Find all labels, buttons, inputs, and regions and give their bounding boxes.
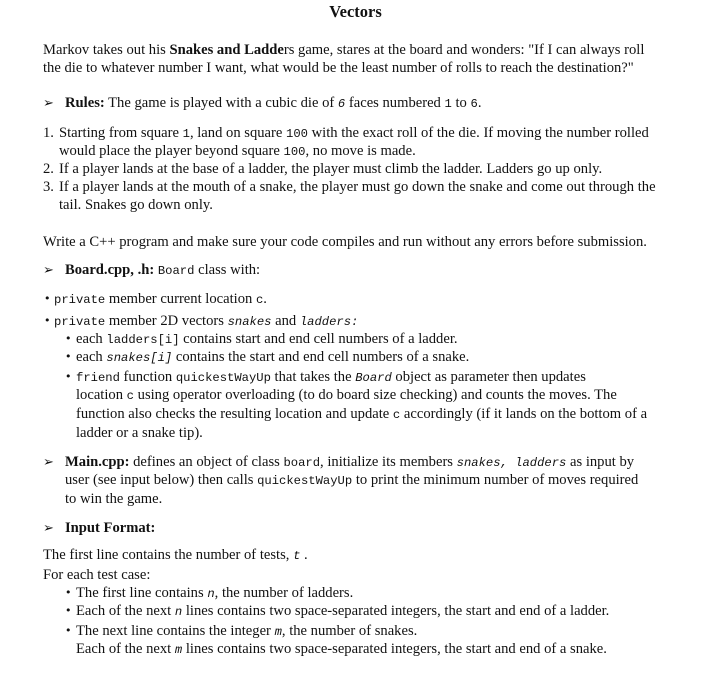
bullet-dot-icon: • [65, 370, 72, 383]
code-text: 6 [470, 97, 478, 111]
board-text: each [76, 331, 107, 347]
game-name: Snakes and Ladde [169, 42, 284, 58]
rule-text: with the exact roll of the die. If moving the number rolled [307, 125, 649, 141]
board-heading-line [43, 261, 260, 280]
main-text: to print the minimum number of moves required [352, 472, 639, 488]
rule-number: 3. [43, 179, 54, 195]
input-text: The next line contains the integer [76, 623, 275, 639]
code-text: m [274, 625, 282, 639]
code-text: quickestWayUp [175, 371, 271, 385]
rule-3-line-1: If a player lands at the mouth of a snake, the player must go down the snake and come out through the [59, 179, 656, 195]
code-text: m [174, 643, 183, 657]
code-text: 100 [286, 127, 308, 141]
rules-heading-line [43, 94, 481, 113]
rule-number: 1. [43, 125, 54, 141]
code-text: n [174, 605, 183, 619]
board-text: member 2D vectors [105, 313, 228, 329]
board-bullet-1 [54, 290, 267, 309]
code-text: board [283, 456, 321, 470]
arrow-bullet-icon: ➢ [43, 521, 54, 536]
main-line-3: to win the game. [65, 491, 163, 507]
board-text: using operator overloading (to do board size checking) and counts the moves. The [134, 387, 617, 403]
board-text: contains the start and end cell numbers of a snake. [172, 349, 470, 365]
intro-line-1 [43, 41, 644, 59]
rule-text: , land on square [189, 125, 287, 141]
code-text: private [54, 315, 106, 329]
board-text: that takes the [270, 369, 356, 385]
bullet-dot-icon: • [65, 332, 72, 345]
arrow-bullet-icon: ➢ [43, 263, 54, 278]
code-text: 6 [337, 97, 346, 111]
code-text: n [207, 587, 215, 601]
code-text: 100 [283, 145, 306, 159]
board-sub-bullet-3-line-3 [76, 405, 647, 424]
rule-number: 2. [43, 161, 54, 177]
board-heading: Board.cpp, .h: [65, 262, 155, 278]
code-text: Board [355, 371, 392, 385]
board-sub-bullet-2 [76, 348, 469, 367]
input-text: The first line contains [76, 585, 208, 601]
main-heading-line [43, 453, 634, 472]
input-line-2: For each test case: [43, 567, 151, 583]
main-heading: Main.cpp: [65, 454, 130, 470]
input-bullet-3 [76, 622, 417, 641]
board-sub-bullet-3-line-2 [76, 386, 617, 405]
board-text: each [76, 349, 107, 365]
input-text: . [300, 547, 308, 563]
bullet-dot-icon: • [65, 586, 72, 599]
rule-text: , no move is made. [305, 143, 416, 159]
code-text: snakes[i] [106, 351, 173, 365]
code-text: c [255, 293, 264, 307]
input-bullet-2 [76, 602, 609, 621]
arrow-bullet-icon: ➢ [43, 455, 54, 470]
rules-heading: Rules: [65, 95, 105, 111]
input-text: Each of the next [76, 641, 175, 657]
rules-text: The game is played with a cubic die of [104, 95, 338, 111]
board-text: accordingly (if it lands on the bottom of a [400, 406, 648, 422]
rule-2-line-1: If a player lands at the base of a ladder, the player must climb the ladder. Ladders go up only. [59, 161, 603, 177]
input-text: , the number of snakes. [281, 623, 418, 639]
bullet-dot-icon: • [65, 604, 72, 617]
input-text: Each of the next [76, 603, 175, 619]
input-text: The first line contains the number of tests, [43, 547, 294, 563]
input-bullet-3-line-2 [76, 640, 607, 659]
code-text: quickestWayUp [257, 474, 353, 488]
input-text: , the number of ladders. [214, 585, 354, 601]
intro-text: rs game, stares at the board and wonders: "If I can always roll [283, 42, 645, 58]
code-text: ladders: [299, 315, 359, 329]
code-text: ladders[i] [106, 333, 180, 347]
bullet-dot-icon: • [44, 292, 51, 305]
board-text: . [263, 291, 267, 307]
board-text: class with: [194, 262, 261, 278]
code-text: snakes [227, 315, 272, 329]
board-text: contains start and end cell numbers of a ladder. [179, 331, 458, 347]
intro-text: Markov takes out his [43, 42, 170, 58]
rule-3-line-2: tail. Snakes go down only. [59, 197, 213, 213]
code-text: snakes, ladders [456, 456, 567, 470]
board-sub-bullet-3-line-1 [76, 368, 586, 387]
bullet-dot-icon: • [44, 314, 51, 327]
instruction-line: Write a C++ program and make sure your code compiles and run without any errors before submission. [43, 234, 647, 250]
rules-text: . [477, 95, 482, 111]
rules-text: faces numbered [345, 95, 445, 111]
bullet-dot-icon: • [65, 350, 72, 363]
code-text: private [54, 293, 106, 307]
rule-1-line-1 [59, 124, 649, 143]
bullet-dot-icon: • [65, 624, 72, 637]
input-heading-line [43, 519, 155, 538]
board-text: and [271, 313, 300, 329]
board-text: location [76, 387, 127, 403]
main-text: , initialize its members [320, 454, 457, 470]
intro-line-2: the die to whatever number I want, what would be the least number of rolls to reach the destination?" [43, 60, 634, 76]
input-bullet-1 [76, 584, 353, 603]
code-text: 1 [444, 97, 452, 111]
board-text: object as parameter then updates [391, 369, 586, 385]
code-text: Board [157, 264, 195, 278]
input-line-1 [43, 546, 308, 565]
code-text: friend [76, 371, 120, 385]
main-text: as input by [566, 454, 635, 470]
board-sub-bullet-1 [76, 330, 458, 349]
main-text: defines an object of class [129, 454, 284, 470]
board-sub-bullet-3-line-4: ladder or a snake tip). [76, 425, 203, 441]
arrow-bullet-icon: ➢ [43, 96, 54, 111]
code-text: c [392, 408, 401, 422]
rules-text: to [451, 95, 471, 111]
rule-1-line-2 [59, 142, 416, 161]
rule-text: Starting from square [59, 125, 183, 141]
input-heading: Input Format: [65, 520, 156, 536]
board-text: function [119, 369, 176, 385]
board-bullet-2 [54, 312, 358, 331]
code-text: c [126, 389, 134, 403]
input-text: lines contains two space-separated integers, the start and end of a snake. [182, 641, 607, 657]
input-text: lines contains two space-separated integers, the start and end of a ladder. [182, 603, 610, 619]
page-title: Vectors [329, 2, 382, 21]
code-text: 1 [182, 127, 190, 141]
board-text: member current location [105, 291, 256, 307]
code-text: t [293, 549, 301, 563]
board-text: function also checks the resulting location and update [76, 406, 393, 422]
rule-text: would place the player beyond square [59, 143, 284, 159]
main-line-2 [65, 471, 638, 490]
main-text: user (see input below) then calls [65, 472, 258, 488]
